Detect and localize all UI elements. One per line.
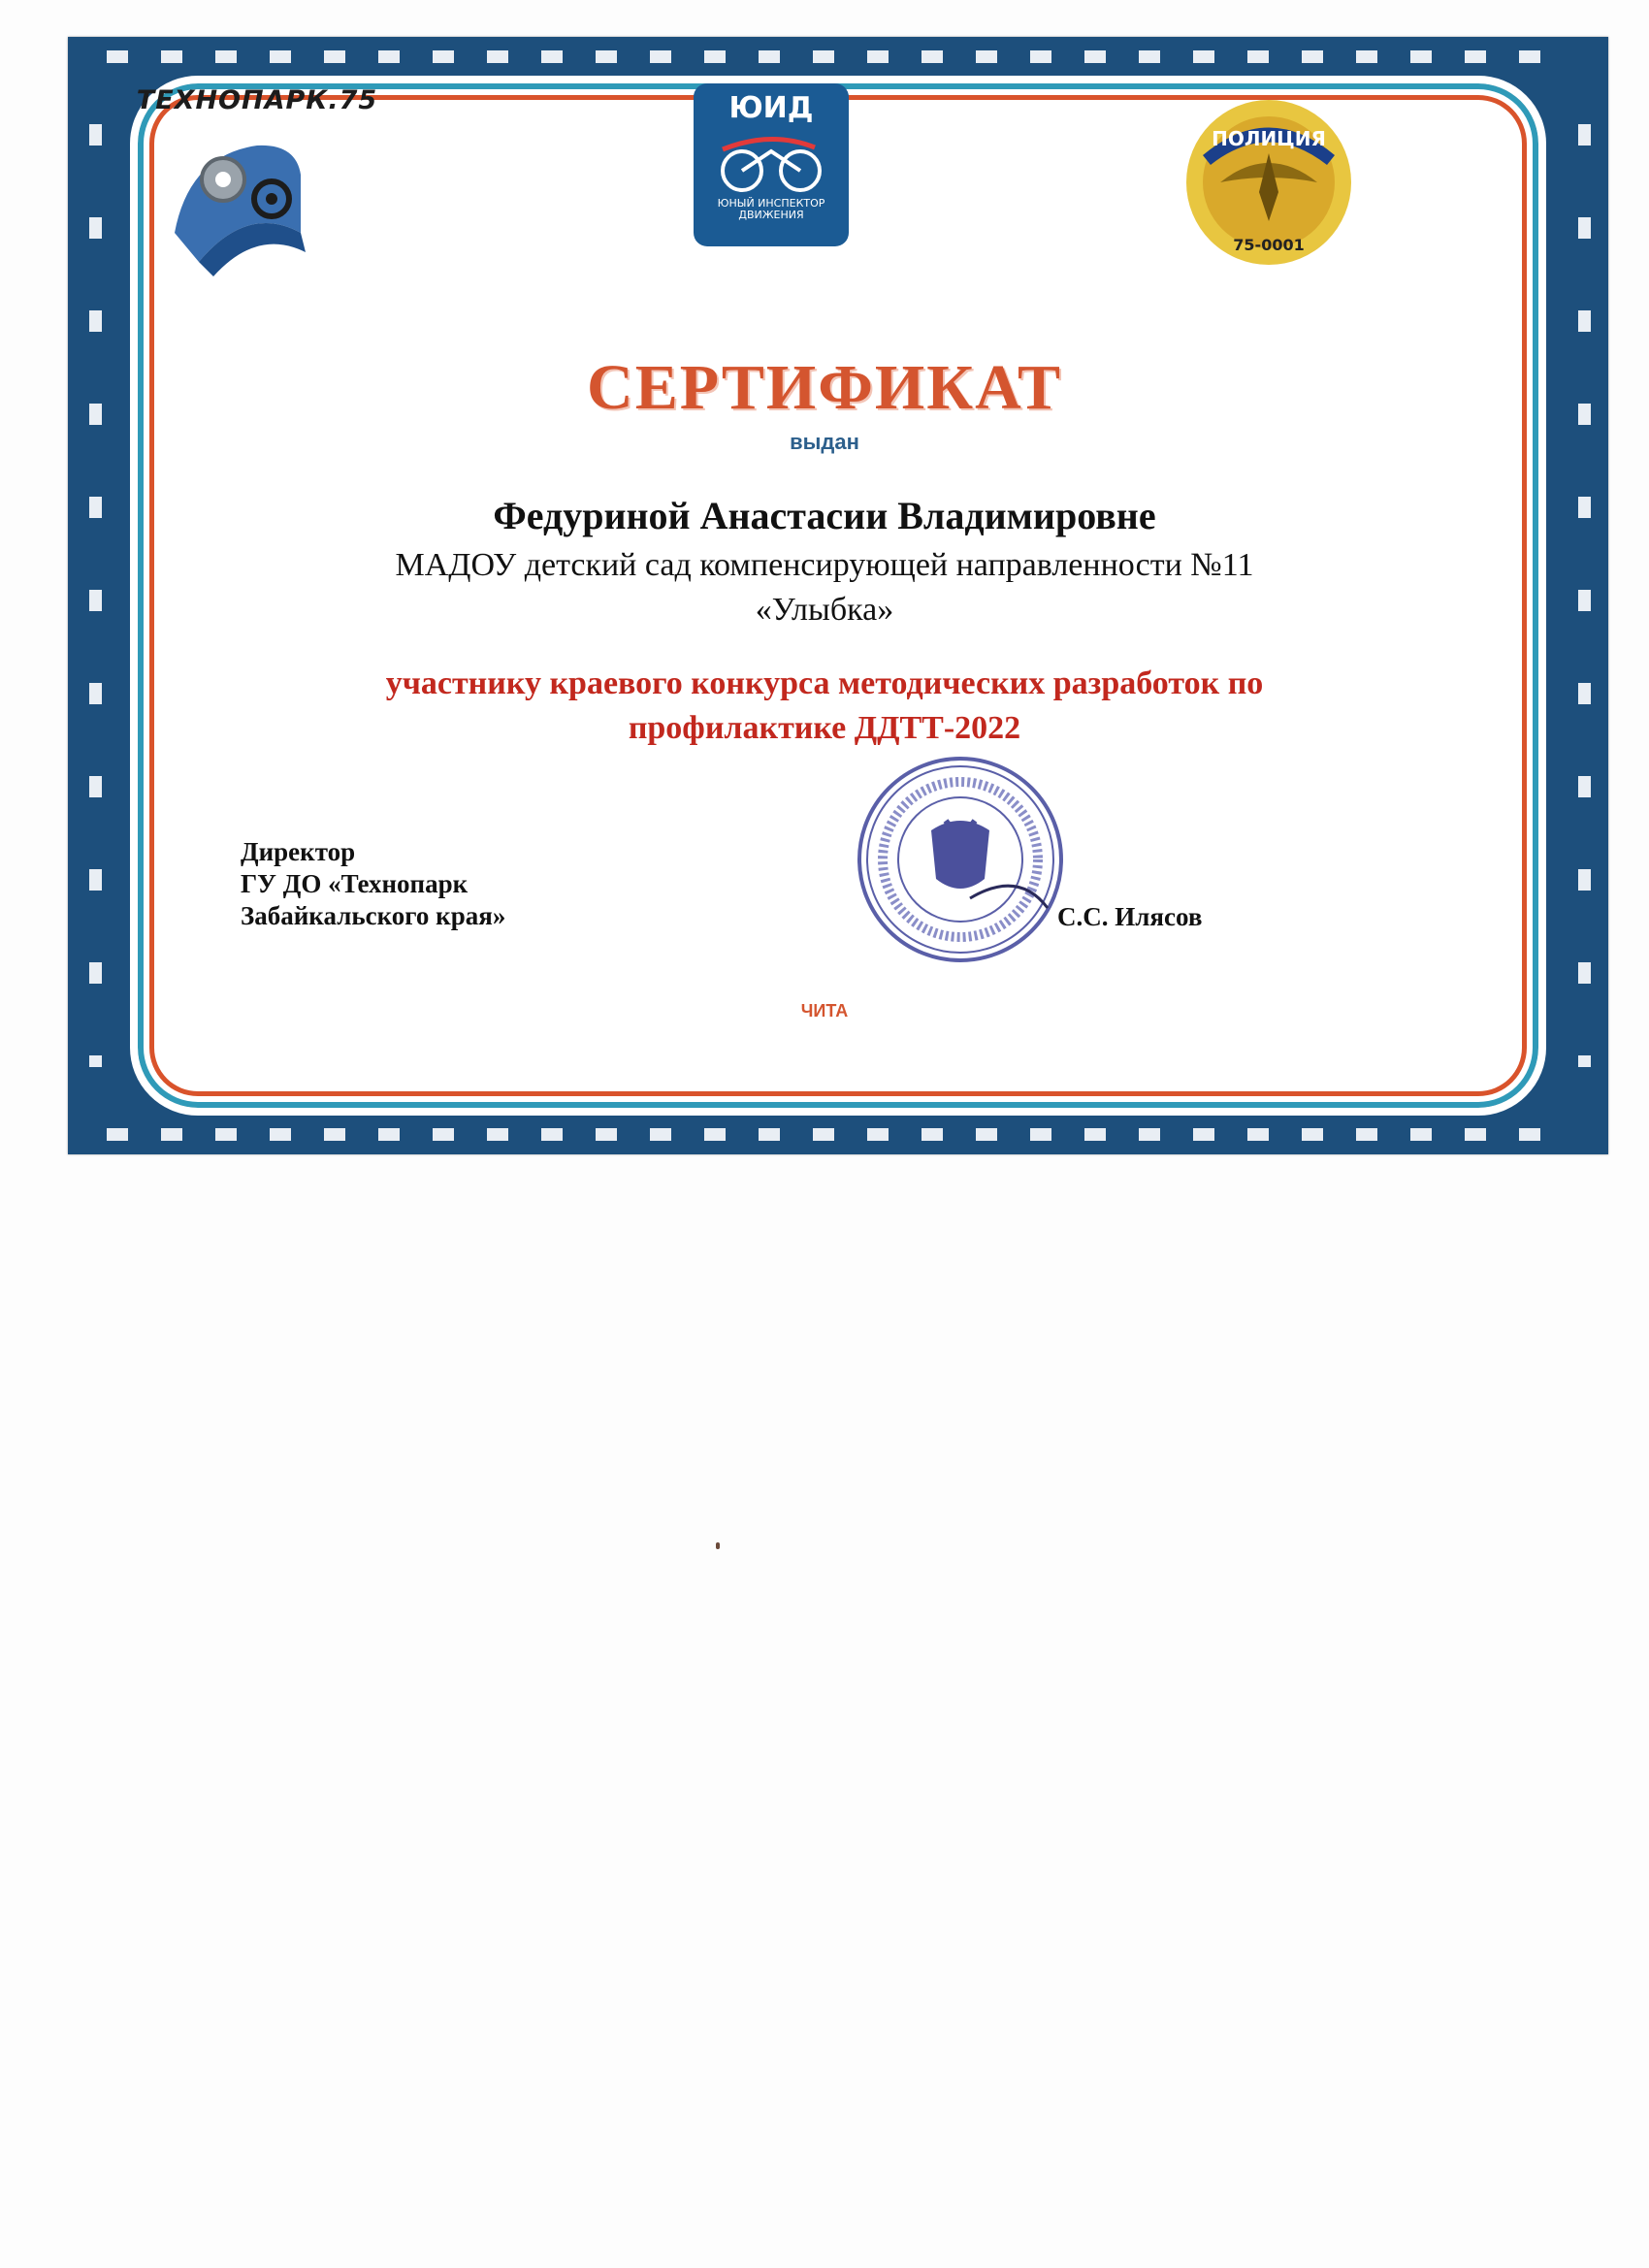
signatory-position-line-2: ГУ ДО «Технопарк <box>241 869 469 898</box>
official-stamp-icon <box>854 753 1067 966</box>
signatory-position <box>241 836 505 932</box>
border-dashes-left <box>89 124 102 1067</box>
recipient-name: Федуриной Анастасии Владимировне <box>493 494 1156 537</box>
border-dashes-right <box>1578 124 1591 1067</box>
organization-line-1: МАДОУ детский сад компенсирующей направленности №11 <box>395 547 1254 583</box>
technopark-logo-icon <box>131 116 383 281</box>
police-badge-icon <box>1181 95 1356 270</box>
certificate-title: СЕРТИФИКАТ <box>587 352 1062 423</box>
yuid-logo <box>694 83 849 246</box>
issued-label: выдан <box>790 430 859 454</box>
award-purpose <box>194 662 1455 751</box>
award-purpose-line-1: участнику краевого конкурса методических разработок по <box>385 665 1264 701</box>
organization <box>194 543 1455 632</box>
scan-speck <box>716 1542 720 1549</box>
svg-text:ПОЛИЦИЯ: ПОЛИЦИЯ <box>1212 127 1326 150</box>
border-dashes-bottom <box>107 1128 1569 1141</box>
technopark-logo <box>131 85 383 279</box>
border-dashes-top <box>107 50 1569 63</box>
organization-line-2: «Улыбка» <box>755 592 894 628</box>
city-label: ЧИТА <box>800 1001 849 1021</box>
svg-text:75-0001: 75-0001 <box>1233 236 1305 254</box>
award-purpose-line-2: профилактике ДДТТ-2022 <box>628 710 1021 746</box>
signatory-name: С.С. Илясов <box>1057 902 1203 931</box>
signatory-position-line-3: Забайкальского края» <box>241 901 506 930</box>
yuid-logo-subtitle: ЮНЫЙ ИНСПЕКТОР ДВИЖЕНИЯ <box>717 197 825 221</box>
technopark-logo-text: ТЕХНОПАРК.75 <box>136 85 378 115</box>
signatory-position-line-1: Директор <box>241 837 356 866</box>
yuid-logo-icon <box>694 130 849 198</box>
yuid-logo-title: ЮИД <box>728 91 814 125</box>
